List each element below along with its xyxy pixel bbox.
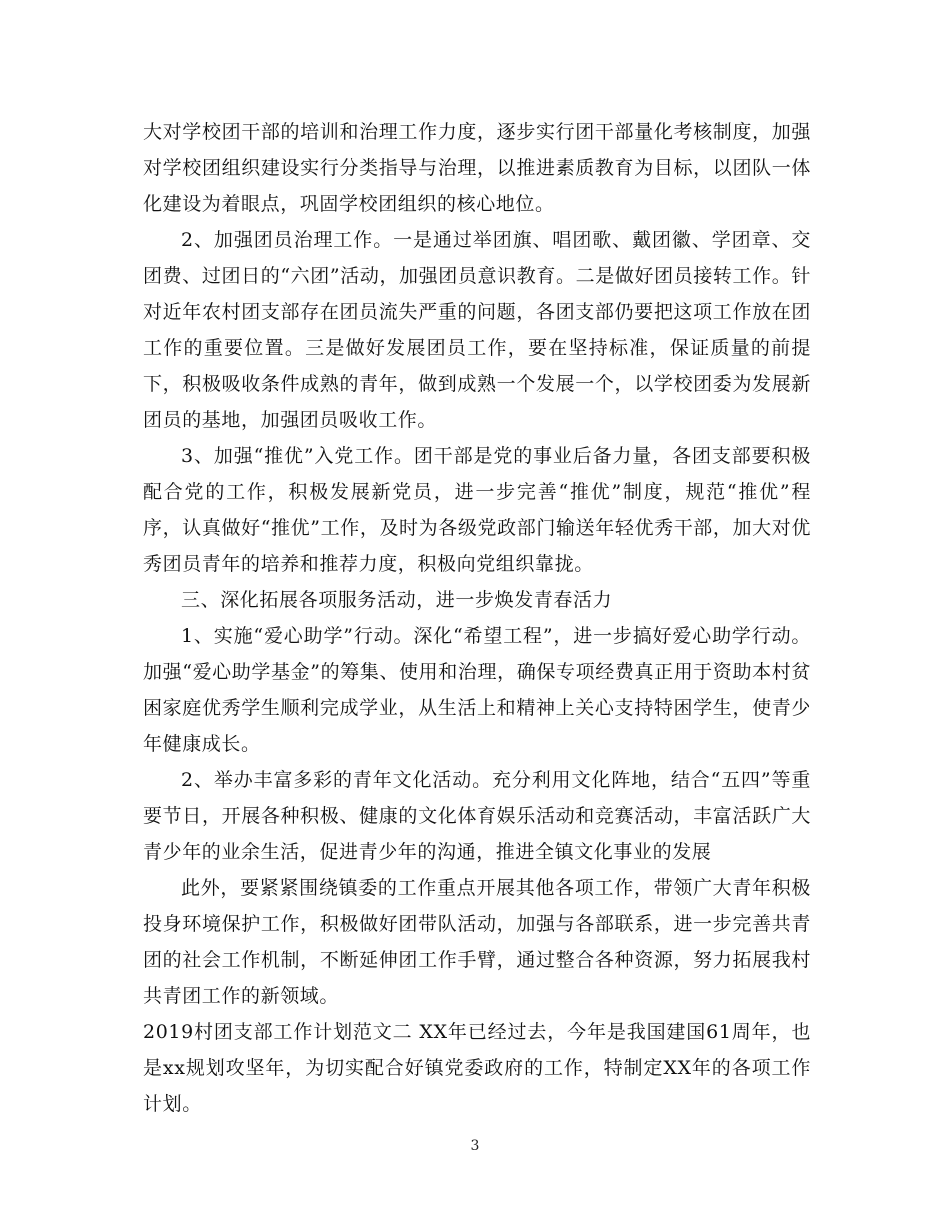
paragraph-other-work: 此外，要紧紧围绕镇委的工作重点开展其他各项工作，带领广大青年积极投身环境保护工作，积极做好团带队活动，加强与各部联系，进一步完善共青团的社会工作机制，不断延伸团工作手臂，通过整合各种资源，努力拓展我村共青团工作的新领域。 xyxy=(143,877,811,1007)
section-heading-service-activities: 三、深化拓展各项服务活动，进一步焕发青春活力 xyxy=(181,589,613,611)
paragraph-youth-culture: 2、举办丰富多彩的青年文化活动。充分利用文化阵地，结合“五四”等重要节日，开展各种积极、健康的文化体育娱乐活动和竞赛活动，丰富活跃广大青少年的业余生活，促进青少年的沟通，推进全镇文化事业的发展 xyxy=(143,769,811,863)
paragraph-plan-two-intro: 2019村团支部工作计划范文二 XX年已经过去，今年是我国建国61周年，也是xx规划攻坚年，为切实配合好镇党委政府的工作，特制定XX年的各项工作计划。 xyxy=(143,1021,811,1115)
paragraph-intro-continuation: 大对学校团干部的培训和治理工作力度，逐步实行团干部量化考核制度，加强对学校团组织建设实行分类指导与治理，以推进素质教育为目标，以团队一体化建设为着眼点，巩固学校团组织的核心地位。 xyxy=(143,121,811,215)
page-number: 3 xyxy=(470,1138,480,1154)
paragraph-member-management: 2、加强团员治理工作。一是通过举团旗、唱团歌、戴团徽、学团章、交团费、过团日的“六团”活动，加强团员意识教育。二是做好团员接转工作。针对近年农村团支部存在团员流失严重的问题，各团支部仍要把这项工作放在团工作的重要位置。三是做好发展团员工作，要在坚持标准，保证质量的前提下，积极吸收条件成熟的青年，做到成熟一个发展一个，以学校团委为发展新团员的基地，加强团员吸收工作。 xyxy=(143,229,811,431)
document-body xyxy=(143,114,811,1122)
paragraph-love-study-aid: 1、实施“爱心助学”行动。深化“希望工程”，进一步搞好爱心助学行动。加强“爱心助学基金”的筹集、使用和治理，确保专项经费真正用于资助本村贫困家庭优秀学生顺利完成学业，从生活上和精神上关心支持特困学生，使青少年健康成长。 xyxy=(143,625,811,755)
paragraph-party-recommendation: 3、加强“推优”入党工作。团干部是党的事业后备力量，各团支部要积极配合党的工作，积极发展新党员，进一步完善“推优”制度，规范“推优”程序，认真做好“推优”工作，及时为各级党政部门输送年轻优秀干部，加大对优秀团员青年的培养和推荐力度，积极向党组织靠拢。 xyxy=(143,445,811,575)
